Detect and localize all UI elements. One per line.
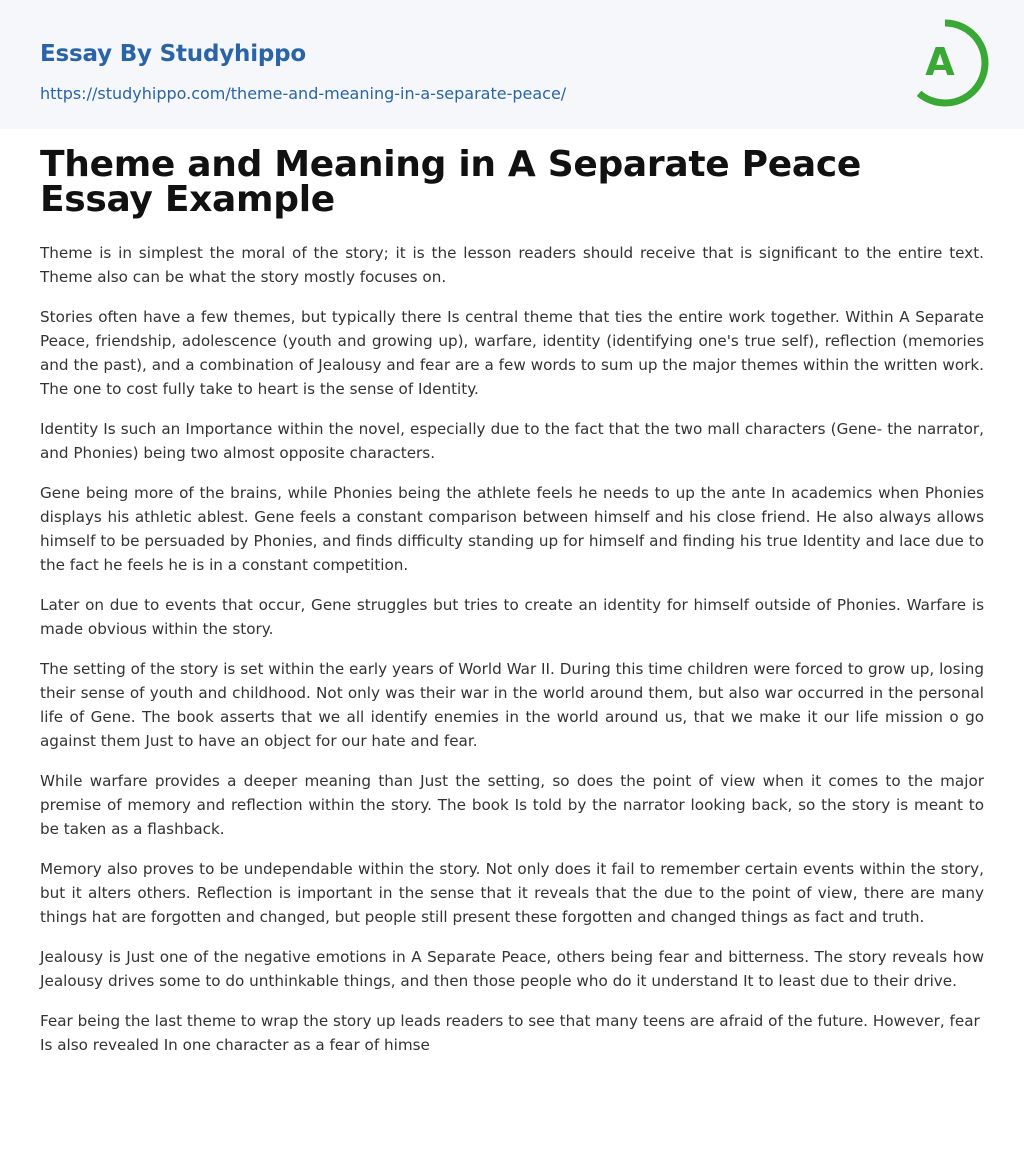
article-paragraph: The setting of the story is set within the early years of World War II. During this time children were forced to grow up, losing their sense of youth and childhood. Not only was their war in the world around them, but also war occurred in the personal life of Gene. The book asserts that we all identify enemies in the world around us, that we make it our life mission o go against them Just to have an object for our hate and fear. <box>40 660 984 750</box>
article-paragraph: Memory also proves to be undependable within the story. Not only does it fail to remember certain events within the story, but it alters others. Reflection is important in the sense that it reveals that the due to the point of view, there are many things hat are forgotten and changed, but people still present these forgotten and changed things as fact and truth. <box>40 860 984 926</box>
studyhippo-logo-icon[interactable] <box>900 18 990 108</box>
article-paragraph: Gene being more of the brains, while Phonies being the athlete feels he needs to up the ante In academics when Phonies displays his athletic ablest. Gene feels a constant comparison between himself and his close friend. He also always allows himself to be persuaded by Phonies, and finds difficulty standing up for himself and finding his true Identity and lace due to the fact he feels he is in a constant competition. <box>40 484 984 574</box>
article <box>40 144 984 1073</box>
site-header <box>0 0 1024 129</box>
article-paragraph: Stories often have a few themes, but typically there Is central theme that ties the entire work together. Within A Separate Peace, friendship, adolescence (youth and growing up), warfare, identity (identifying one's true self), reflection (memories and the past), and a combination of Jealousy and fear are a few words to sum up the major themes within the written work. The one to cost fully take to heart is the sense of Identity. <box>40 308 984 398</box>
article-title: Theme and Meaning in A Separate Peace Essay Example <box>40 144 861 220</box>
article-paragraph: Jealousy is Just one of the negative emotions in A Separate Peace, others being fear and bitterness. The story reveals how Jealousy drives some to do unthinkable things, and then those people who do it understand It to least due to their drive. <box>40 948 984 990</box>
site-brand[interactable]: Essay By Studyhippo <box>40 41 307 67</box>
logo-letter: A <box>925 40 955 84</box>
article-paragraph: Fear being the last theme to wrap the story up leads readers to see that many teens are afraid of the future. However, fear Is also revealed In one character as a fear of himse <box>40 1012 980 1054</box>
article-paragraph: While warfare provides a deeper meaning than Just the setting, so does the point of view when it comes to the major premise of memory and reflection within the story. The book Is told by the narrator looking back, so the story is meant to be taken as a flashback. <box>40 772 984 838</box>
article-paragraph: Theme is in simplest the moral of the story; it is the lesson readers should receive that is significant to the entire text. Theme also can be what the story mostly focuses on. <box>40 244 984 286</box>
article-paragraph: Later on due to events that occur, Gene struggles but tries to create an identity for himself outside of Phonies. Warfare is made obvious within the story. <box>40 596 984 638</box>
page-url-link[interactable]: https://studyhippo.com/theme-and-meaning-in-a-separate-peace/ <box>40 84 567 103</box>
article-paragraph: Identity Is such an Importance within the novel, especially due to the fact that the two mall characters (Gene- the narrator, and Phonies) being two almost opposite characters. <box>40 420 984 462</box>
